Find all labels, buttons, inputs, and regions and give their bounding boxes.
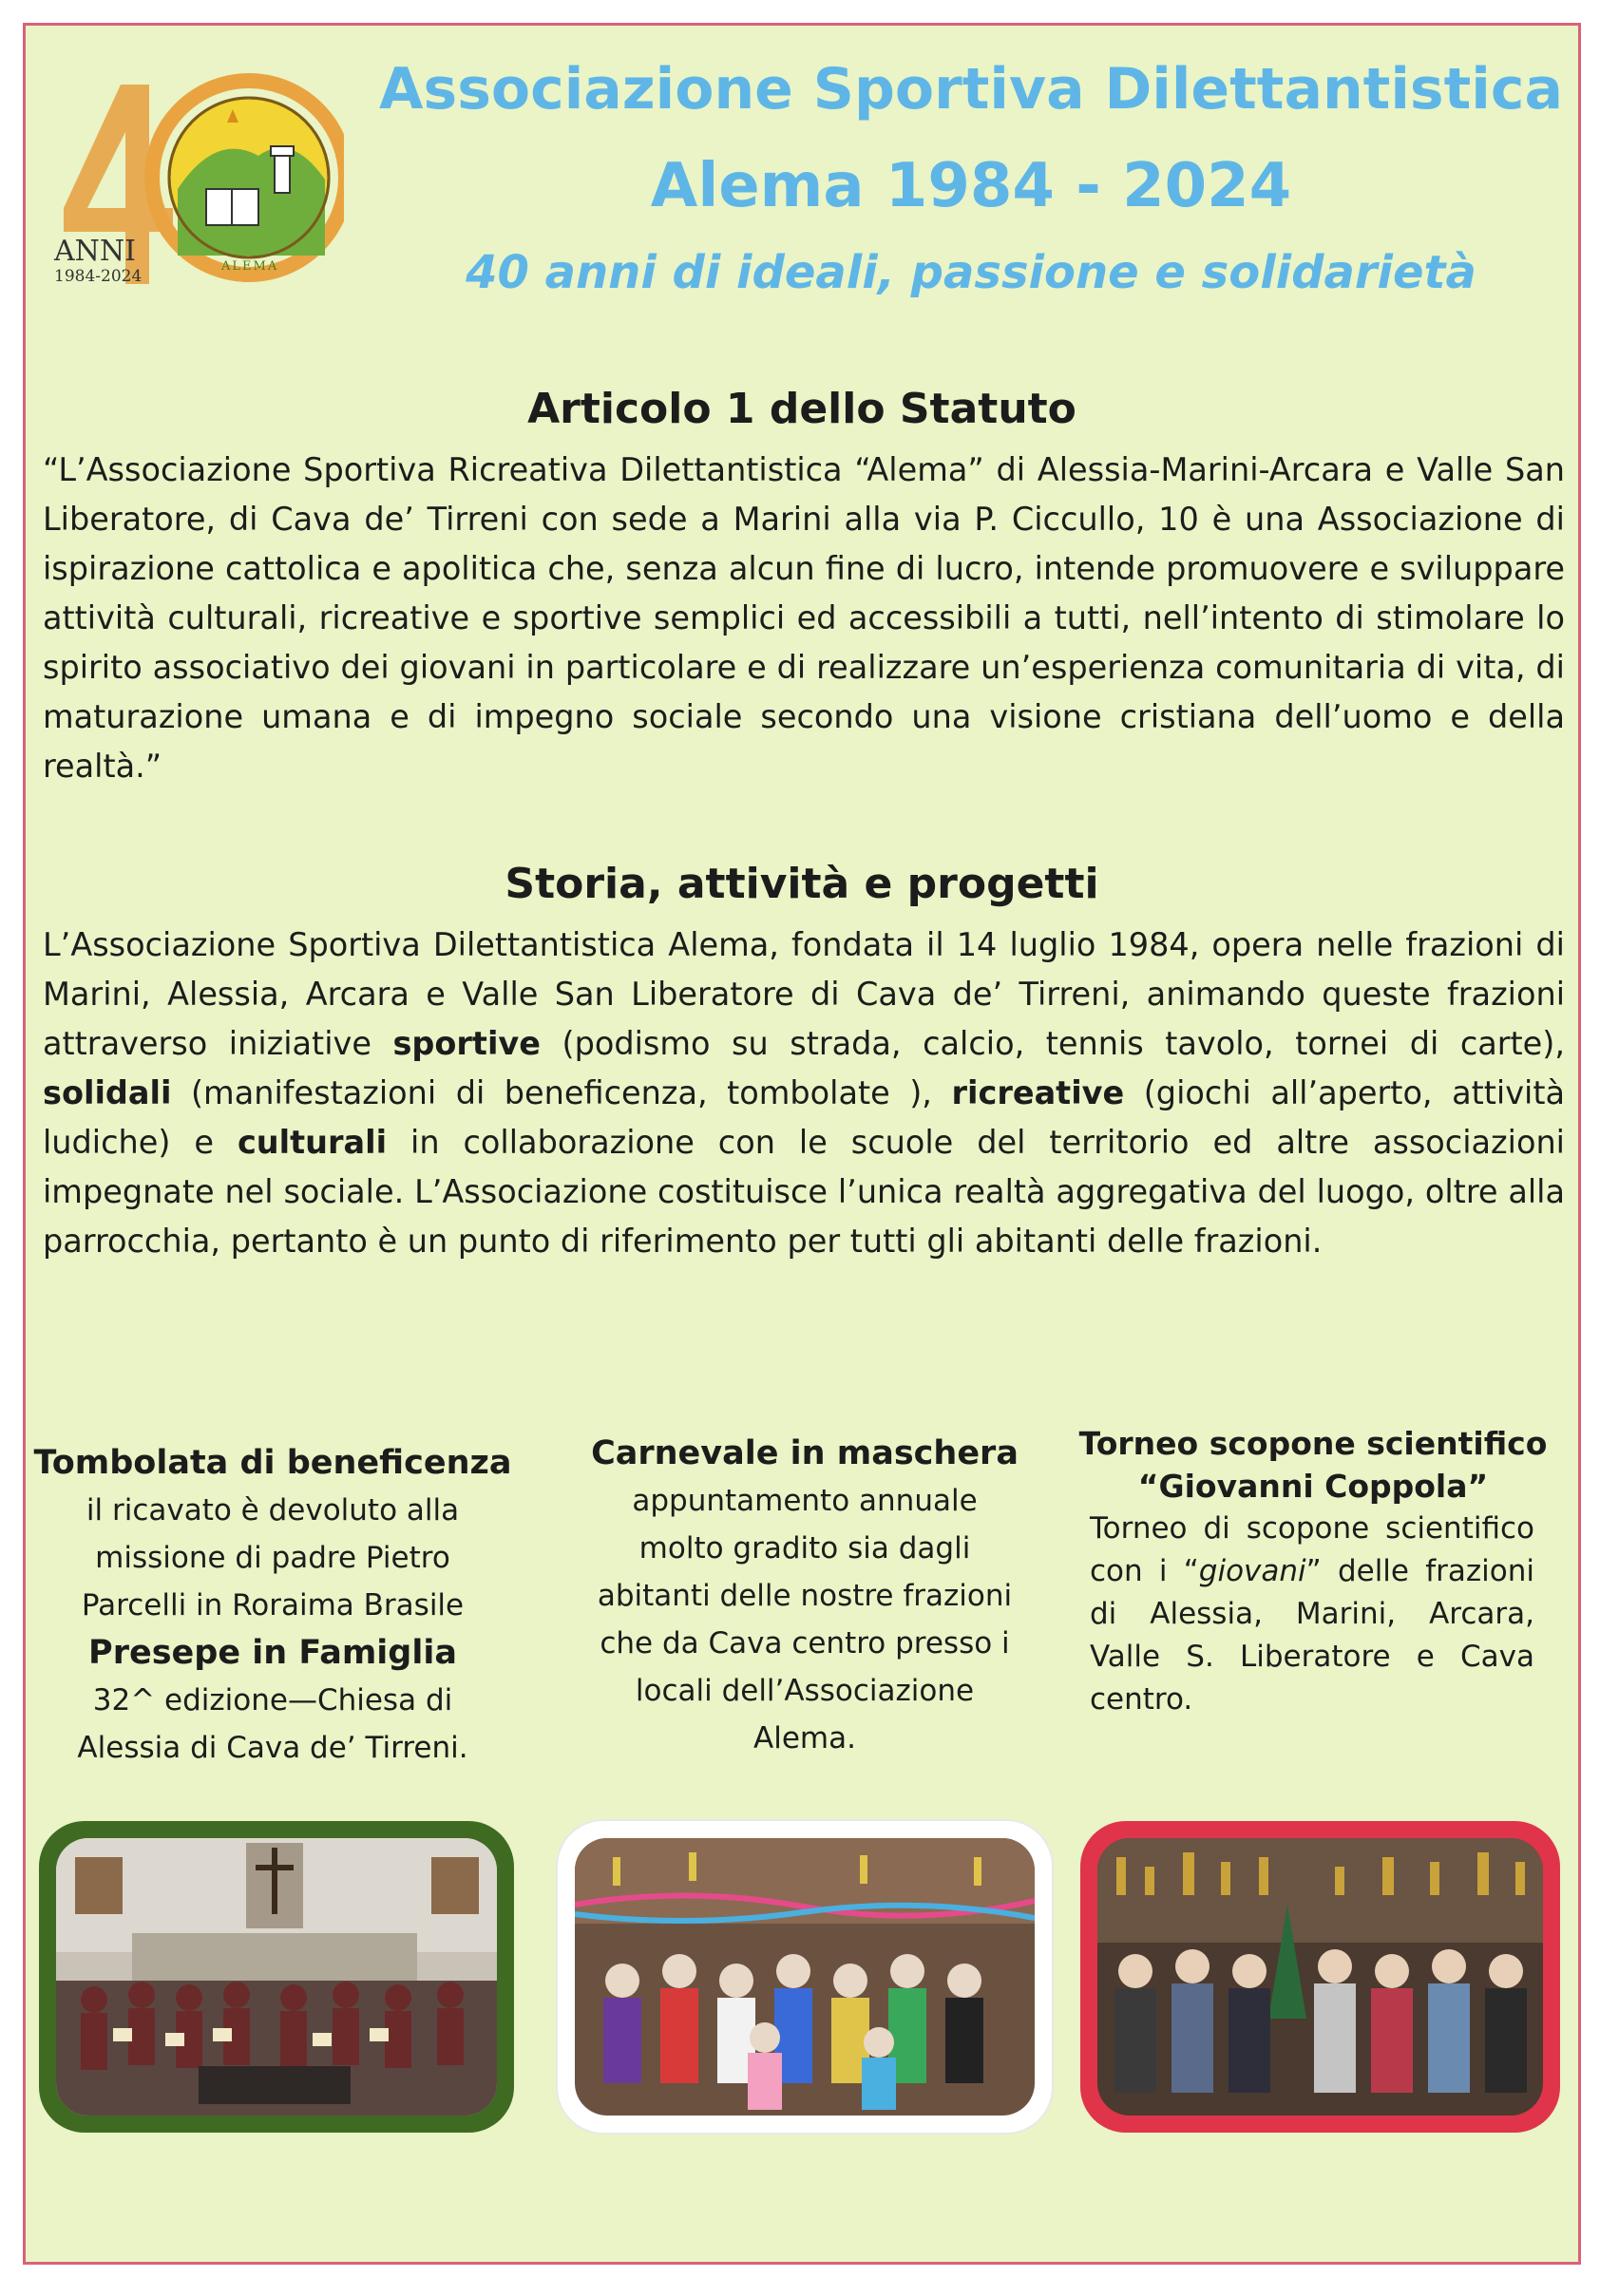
tombolata-text: il ricavato è devoluto alla missione di padre Pietro Parcelli in Roraima Brasile — [81, 1493, 465, 1622]
logo-anni-text: ANNI — [54, 235, 137, 268]
torneo-heading: Torneo scopone scientifico — [1078, 1425, 1548, 1462]
carnevale-text: appuntamento annuale molto gradito sia dagli abitanti delle nostre frazioni che da Cava centro presso i locali dell’Associazione Alema. — [597, 1484, 1013, 1755]
storia-text — [43, 920, 1565, 1266]
photo-carnevale — [558, 1821, 1052, 2133]
title-line-2: Alema 1984 - 2024 — [650, 151, 1292, 221]
storia-bold-sportive: sportive — [392, 1025, 541, 1062]
carnevale-heading: Carnevale in maschera — [591, 1434, 1019, 1472]
photo-presepe — [39, 1821, 514, 2133]
presepe-text: 32^ edizione—Chiesa di Alessia di Cava de’ Tirreni. — [77, 1683, 468, 1765]
title-line-1: Associazione Sportiva Dilettantistica — [379, 56, 1563, 123]
storia-bold-culturali: culturali — [237, 1124, 388, 1161]
torneo-text-b: ” delle frazioni di Alessia, Marini, Arcara, Valle S. Liberatore e Cava centro. — [1090, 1554, 1534, 1717]
torneo-text-a: Torneo di scopone scientifico con i “ — [1090, 1511, 1534, 1588]
storia-bold-solidali: solidali — [43, 1074, 172, 1111]
torneo-text — [1071, 1508, 1555, 1721]
logo-years-text: 1984-2024 — [54, 267, 143, 286]
storia-part-2: (podismo su strada, calcio, tennis tavolo, tornei di carte), — [540, 1025, 1566, 1062]
storia-part-1: L’Associazione Sportiva Dilettantistica Alema, fondata il 14 luglio 1984, opera nelle frazioni di Marini, Alessia, Arcara e Valle San Liberatore di Cava de’ Tirreni, animando queste frazioni attraverso iniziative — [43, 926, 1565, 1062]
column-torneo — [1071, 1422, 1555, 1721]
presepe-heading: Presepe in Famiglia — [88, 1634, 457, 1672]
statuto-text: “L’Associazione Sportiva Ricreativa Dilettantistica “Alema” di Alessia-Marini-Arcara e Valle San Liberatore, di Cava de’ Tirreni con sede a Marini alla via P. Ciccullo, 10 è una Associazione di ispirazione cattolica e apolitica che, senza alcun fine di lucro, intende promuovere e sviluppare attività culturali, ricreative e sportive semplici ed accessibili a tutti, nell’intento di stimolare lo spirito associativo dei giovani in particolare e di realizzare un’esperienza comunitaria di vita, di maturazione umana e di impegno sociale secondo una visione cristiana dell’uomo e della realtà.” — [43, 451, 1565, 785]
anniversary-logo — [54, 66, 344, 294]
photo-presepe-image — [56, 1838, 497, 2116]
storia-heading: Storia, attività e progetti — [505, 860, 1099, 908]
logo-name-text: ALEMA — [221, 259, 279, 274]
torneo-heading-name: “Giovanni Coppola” — [1137, 1468, 1489, 1505]
storia-part-4: (giochi all’aperto, attività ludiche) e — [43, 1074, 1565, 1161]
page-frame — [23, 23, 1581, 2265]
photo-torneo — [1080, 1821, 1560, 2133]
column-carnevale — [558, 1430, 1052, 1762]
photo-carnevale-image — [575, 1838, 1035, 2116]
statuto-heading: Articolo 1 dello Statuto — [527, 385, 1076, 433]
photo-torneo-image — [1097, 1838, 1543, 2116]
column-tombolata — [26, 1439, 520, 1772]
torneo-text-italic: giovani — [1198, 1554, 1306, 1588]
tombolata-heading: Tombolata di beneficenza — [33, 1444, 512, 1482]
tagline: 40 anni di ideali, passione e solidarietà — [466, 246, 1476, 299]
storia-part-5: in collaborazione con le scuole del territorio ed altre associazioni impegnate nel sociale. L’Associazione costituisce l’unica realtà aggregativa del luogo, oltre alla parrocchia, pertanto è un punto di riferimento per tutti gli abitanti delle frazioni. — [43, 1124, 1565, 1260]
storia-bold-ricreative: ricreative — [951, 1074, 1125, 1111]
storia-part-3: (manifestazioni di beneficenza, tombolate ), — [171, 1074, 952, 1111]
